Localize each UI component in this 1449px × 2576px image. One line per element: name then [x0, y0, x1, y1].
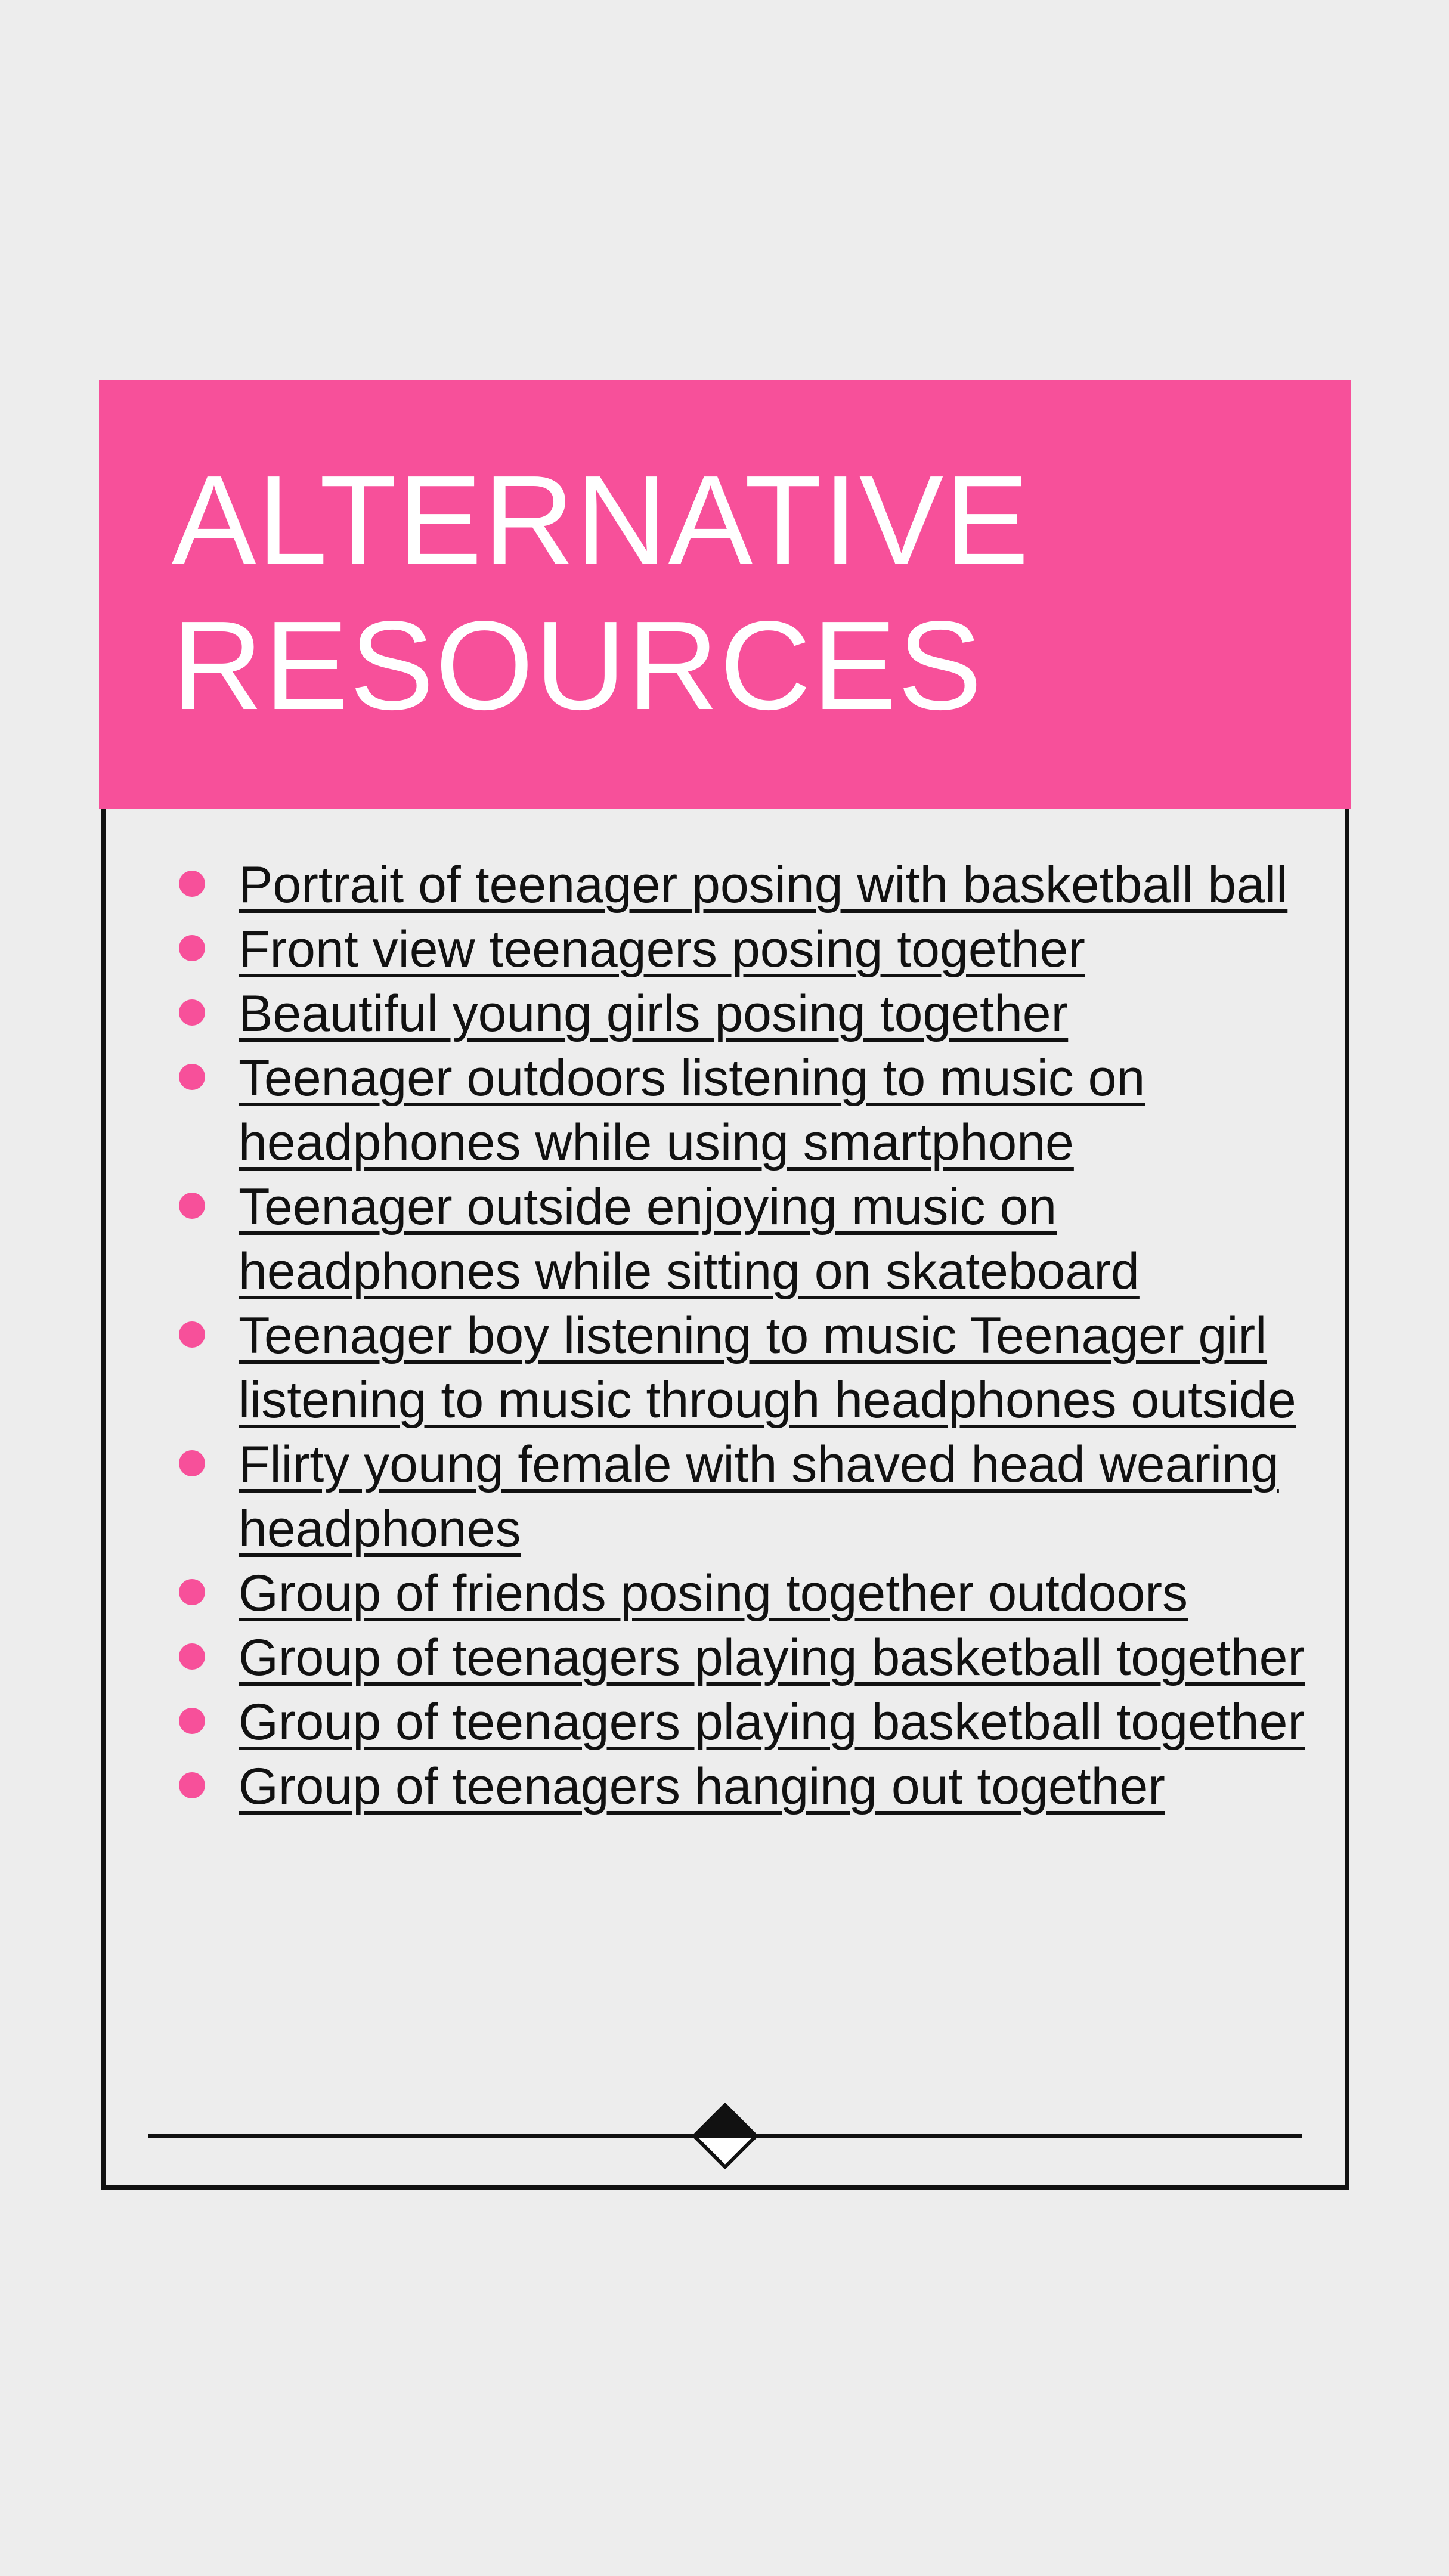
resource-link[interactable]: Group of friends posing together outdoors [239, 1565, 1188, 1622]
list-item [237, 1626, 1335, 1690]
resource-link[interactable]: Beautiful young girls posing together [239, 985, 1069, 1042]
list-item [237, 1690, 1335, 1754]
resource-link[interactable]: Teenager outside enjoying music on headphones while sitting on skateboard [239, 1178, 1140, 1300]
list-item [237, 1561, 1335, 1626]
bullet-icon [179, 1772, 205, 1798]
resource-list [237, 853, 1335, 1819]
resource-link[interactable]: Teenager boy listening to music Teenager girl listening to music through headphones outside [239, 1307, 1296, 1429]
bullet-icon [179, 1643, 205, 1670]
bullet-icon [179, 1321, 205, 1348]
list-item [237, 1046, 1335, 1175]
page-title [172, 447, 1280, 738]
resource-link[interactable]: Group of teenagers hanging out together [239, 1758, 1165, 1815]
list-item [237, 1175, 1335, 1304]
list-item [237, 1754, 1335, 1819]
resource-link[interactable]: Portrait of teenager posing with basketball ball [239, 856, 1288, 914]
list-item [237, 1304, 1335, 1432]
title-line-1: ALTERNATIVE [172, 449, 1030, 590]
resource-link[interactable]: Front view teenagers posing together [239, 921, 1085, 978]
bullet-icon [179, 1064, 205, 1090]
resources-card [99, 380, 1351, 2190]
diamond-ornament-icon [692, 2103, 758, 2169]
resource-link[interactable]: Flirty young female with shaved head wearing headphones [239, 1436, 1279, 1558]
title-line-2: RESOURCES [172, 595, 983, 736]
resource-link[interactable]: Teenager outdoors listening to music on headphones while using smartphone [239, 1049, 1145, 1171]
list-item [237, 853, 1335, 917]
header-banner [99, 380, 1351, 809]
list-item [237, 1432, 1335, 1561]
bullet-icon [179, 935, 205, 961]
bullet-icon [179, 1579, 205, 1605]
bullet-icon [179, 1708, 205, 1734]
resource-link[interactable]: Group of teenagers playing basketball together [239, 1693, 1305, 1751]
bullet-icon [179, 1193, 205, 1219]
bullet-icon [179, 871, 205, 897]
list-item [237, 917, 1335, 982]
list-item [237, 982, 1335, 1046]
resource-link[interactable]: Group of teenagers playing basketball together [239, 1629, 1305, 1686]
bullet-icon [179, 1450, 205, 1476]
bullet-icon [179, 999, 205, 1026]
